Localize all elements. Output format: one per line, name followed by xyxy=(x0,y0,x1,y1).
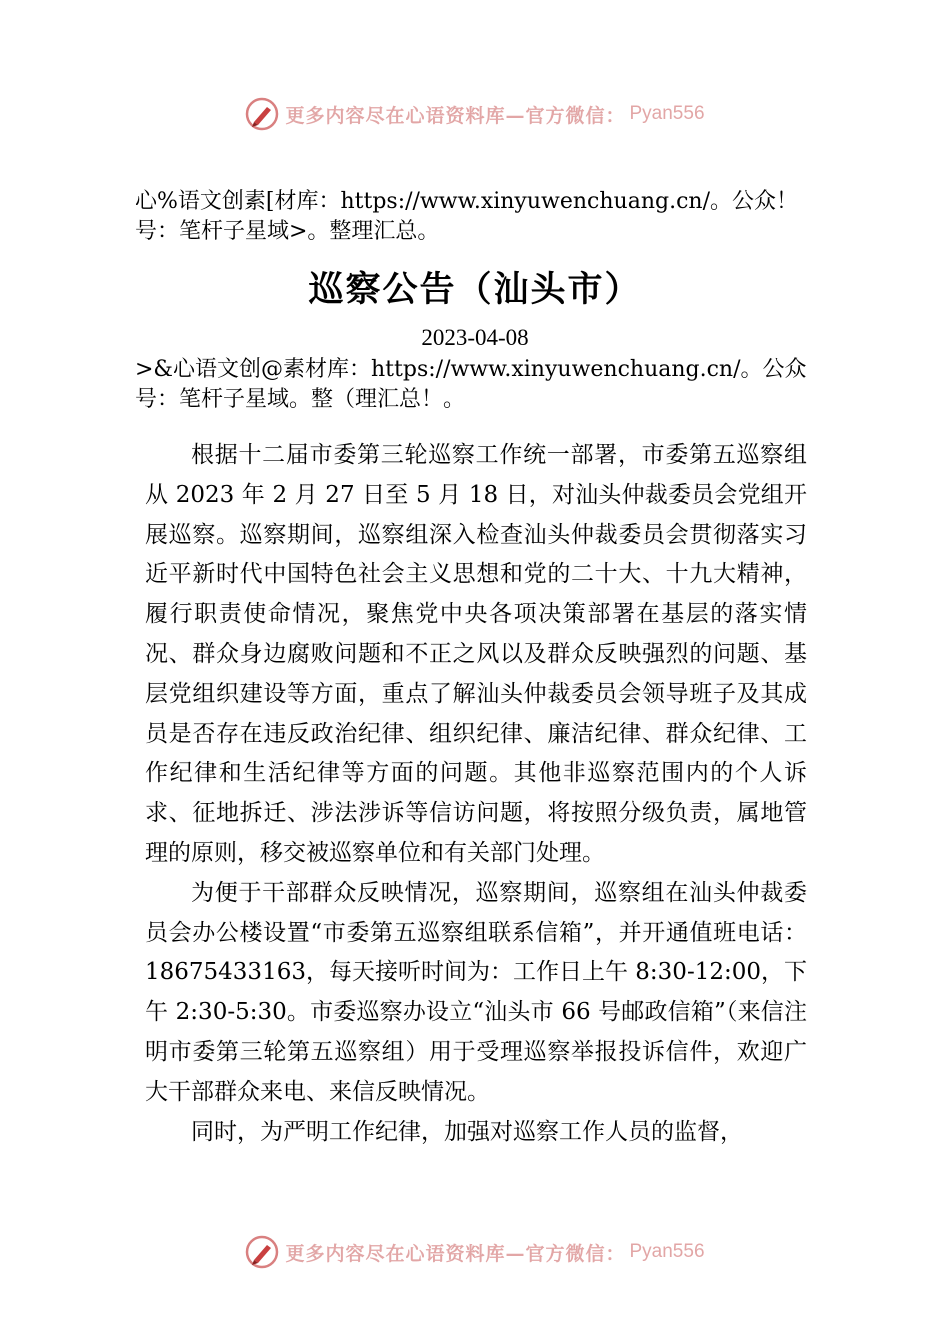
footer-banner xyxy=(0,1232,950,1272)
page-title: 巡察公告（汕头市） xyxy=(308,269,642,310)
banner-text: 更多内容尽在心语资料库—官方微信： xyxy=(285,104,626,127)
source-note-bottom: >&心语文创@素材库：https://www.xinyuwenchuang.cn/。公众号：笔杆子星域。整（理汇总！。 xyxy=(135,357,807,412)
paragraph: 根据十二届市委第三轮巡察工作统一部署，市委第五巡察组从 2023 年 2 月 27 日至 5 月 18 日，对汕头仲裁委员会党组开展巡察。巡察期间，巡察组深入检查汕头仲裁委员会贯彻落实习近平新时代中国特色社会主义思想和党的二十大、十九大精神，履行职责使命情况，聚焦党中央各项决策部署在基层的落实情况、群众身边腐败问题和不正之风以及群众反映强烈的问题、基层党组织建设等方面，重点了解汕头仲裁委员会领导班子及其成员是否存在违反政治纪律、组织纪律、廉洁纪律、群众纪律、工作纪律和生活纪律等方面的问题。其他非巡察范围内的个人诉求、征地拆迁、涉法涉诉等信访问题，将按照分级负责，属地管理的原则，移交被巡察单位和有关部门处理。 xyxy=(145,442,807,866)
pen-logo-icon xyxy=(245,1235,279,1269)
pen-logo-icon xyxy=(245,97,279,131)
paragraph: 为便于干部群众反映情况，巡察期间，巡察组在汕头仲裁委员会办公楼设置“市委第五巡察组联系信箱”，并开通值班电话：18675433163，每天接听时间为：工作日上午 8:30-12:00，下午 2:30-5:30。市委巡察办设立“汕头市 66 号邮政信箱”（来信注明市委第三轮第五巡察组）用于受理巡察举报投诉信件，欢迎广大干部群众来电、来信反映情况。 xyxy=(145,879,807,1105)
publish-date: 2023-04-08 xyxy=(421,325,529,350)
wechat-id: Pyan556 xyxy=(629,1241,705,1262)
banner-text: 更多内容尽在心语资料库—官方微信： xyxy=(285,1242,626,1265)
header-banner xyxy=(0,94,950,134)
announcement-body xyxy=(145,436,807,1152)
wechat-id: Pyan556 xyxy=(629,103,705,124)
source-note-top: 心%语文创素[材库：https://www.xinyuwenchuang.cn/。公众！号：笔杆子星域>。整理汇总。 xyxy=(135,189,798,244)
paragraph: 同时，为严明工作纪律，加强对巡察工作人员的监督， xyxy=(191,1118,743,1145)
